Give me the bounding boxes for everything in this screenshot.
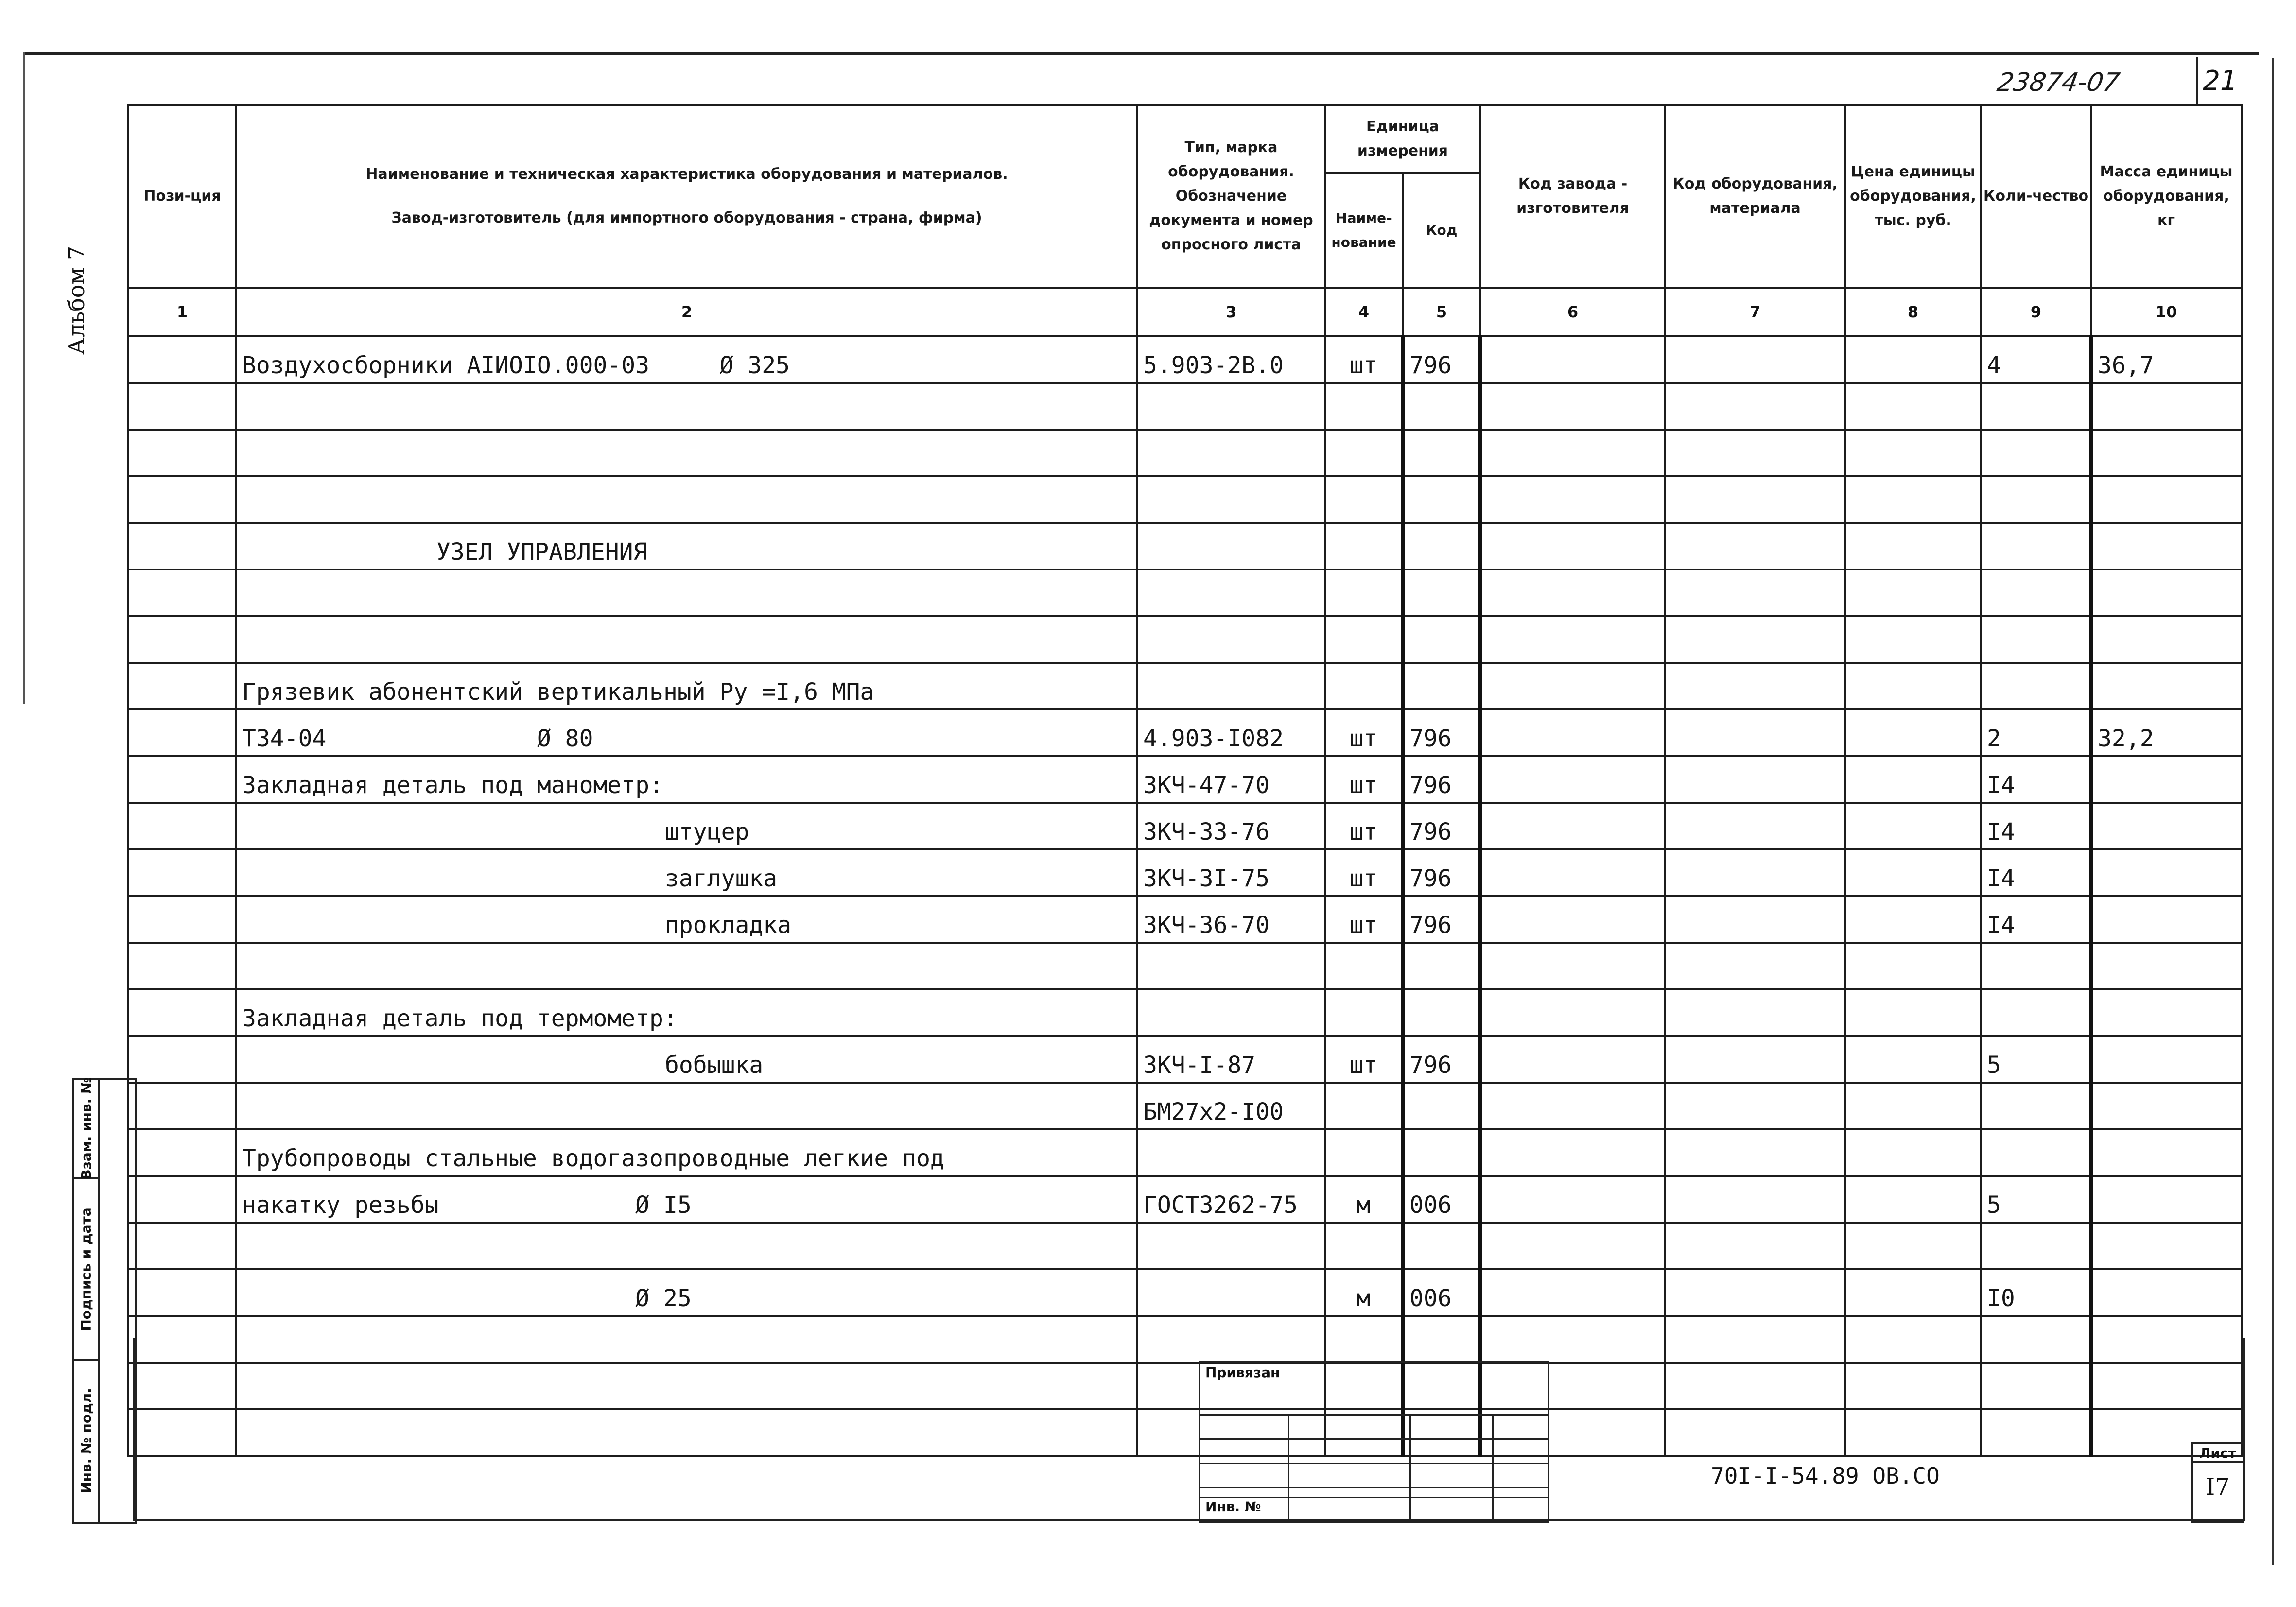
- cell-mass: 36,7: [2091, 336, 2242, 383]
- cell-price: [1845, 663, 1981, 709]
- table-row: [128, 803, 2242, 849]
- cell-equip-code: [1665, 570, 1845, 616]
- cell-equip-code: [1665, 616, 1845, 663]
- cell-type: ЗКЧ-I-87: [1137, 1036, 1325, 1083]
- cell-maker-code: [1480, 709, 1665, 756]
- cell-price: [1845, 570, 1981, 616]
- sidebar-inv-no-label: Инв. № подл.: [78, 1387, 94, 1493]
- cell-unit: шт: [1325, 896, 1403, 943]
- cell-name: Грязевик абонентский вертикальный Ру =I,6 МПа: [236, 663, 1137, 709]
- cell-qty: [1981, 943, 2091, 989]
- table-row: [128, 476, 2242, 523]
- archive-number: 23874-07: [1995, 68, 2122, 97]
- sheet-number: I7: [2206, 1473, 2230, 1501]
- table-row: [128, 1083, 2242, 1129]
- cell-price: [1845, 616, 1981, 663]
- cell-unit: [1325, 570, 1403, 616]
- cell-qty: I4: [1981, 849, 2091, 896]
- cell-unit: шт: [1325, 709, 1403, 756]
- cell-name: Т34-04 Ø 80: [236, 709, 1137, 756]
- cell-price: [1845, 989, 1981, 1036]
- cell-code: 796: [1403, 709, 1480, 756]
- cell-price: [1845, 896, 1981, 943]
- cell-position: [128, 849, 236, 896]
- frame-top-border: [23, 52, 2259, 55]
- cell-maker-code: [1480, 943, 1665, 989]
- cell-name: [236, 476, 1137, 523]
- cell-equip-code: [1665, 1129, 1845, 1176]
- cell-name: УЗЕЛ УПРАВЛЕНИЯ: [236, 523, 1137, 570]
- cell-maker-code: [1480, 383, 1665, 430]
- stamp-vline-1: [1288, 1416, 1289, 1521]
- cell-maker-code: [1480, 523, 1665, 570]
- stamp-line-2: [1200, 1438, 1548, 1440]
- table-row: [128, 663, 2242, 709]
- cell-position: [128, 523, 236, 570]
- header-qty: Коли-чество: [1981, 105, 2091, 288]
- cell-maker-code: [1480, 1129, 1665, 1176]
- cell-type: ЗКЧ-36-70: [1137, 896, 1325, 943]
- cell-type: [1137, 383, 1325, 430]
- cell-price: [1845, 476, 1981, 523]
- cell-type: ГОСТ3262-75: [1137, 1176, 1325, 1223]
- cell-price: [1845, 1129, 1981, 1176]
- cell-name: [236, 383, 1137, 430]
- cell-code: [1403, 943, 1480, 989]
- cell-code: 006: [1403, 1269, 1480, 1316]
- cell-position: [128, 943, 236, 989]
- colnum-3: 3: [1137, 288, 1325, 336]
- cell-name: [236, 1223, 1137, 1269]
- table-row: [128, 1129, 2242, 1176]
- cell-unit: [1325, 430, 1403, 476]
- cell-mass: [2091, 1176, 2242, 1223]
- specification-table: [127, 104, 2243, 1457]
- cell-position: [128, 476, 236, 523]
- sheet-box: [2191, 1442, 2244, 1523]
- cell-type: [1137, 430, 1325, 476]
- cell-equip-code: [1665, 849, 1845, 896]
- cell-equip-code: [1665, 989, 1845, 1036]
- table-row: [128, 709, 2242, 756]
- cell-equip-code: [1665, 1083, 1845, 1129]
- sidebar-vzam-inv: [74, 1077, 98, 1180]
- cell-unit: [1325, 476, 1403, 523]
- cell-maker-code: [1480, 1269, 1665, 1316]
- cell-name: [236, 616, 1137, 663]
- cell-maker-code: [1480, 1036, 1665, 1083]
- cell-equip-code: [1665, 1269, 1845, 1316]
- cell-price: [1845, 709, 1981, 756]
- cell-mass: [2091, 1083, 2242, 1129]
- colnum-7: 7: [1665, 288, 1845, 336]
- cell-equip-code: [1665, 523, 1845, 570]
- cell-code: [1403, 989, 1480, 1036]
- cell-type: ЗКЧ-3I-75: [1137, 849, 1325, 896]
- cell-mass: [2091, 663, 2242, 709]
- cell-code: [1403, 523, 1480, 570]
- cell-qty: [1981, 476, 2091, 523]
- cell-type: 4.903-I082: [1137, 709, 1325, 756]
- cell-price: [1845, 1223, 1981, 1269]
- cell-position: [128, 803, 236, 849]
- corner-page-number: 21: [2196, 57, 2243, 104]
- table-row: [128, 1176, 2242, 1223]
- cell-position: [128, 756, 236, 803]
- cell-type: БМ27х2-I00: [1137, 1083, 1325, 1129]
- table-row: [128, 570, 2242, 616]
- header-unit-group: Единица измерения: [1325, 105, 1480, 173]
- cell-maker-code: [1480, 336, 1665, 383]
- cell-mass: [2091, 1269, 2242, 1316]
- header-name-line2: Завод-изготовитель (для импортного оборудования - страна, фирма): [391, 209, 982, 226]
- cell-code: 796: [1403, 803, 1480, 849]
- cell-maker-code: [1480, 849, 1665, 896]
- cell-code: [1403, 1083, 1480, 1129]
- cell-type: [1137, 523, 1325, 570]
- cell-qty: [1981, 1129, 2091, 1176]
- cell-maker-code: [1480, 989, 1665, 1036]
- cell-name: прокладка: [236, 896, 1137, 943]
- header-position: Пози-ция: [128, 105, 236, 288]
- cell-code: [1403, 1223, 1480, 1269]
- cell-qty: [1981, 383, 2091, 430]
- cell-qty: [1981, 616, 2091, 663]
- cell-qty: I4: [1981, 756, 2091, 803]
- cell-name: Закладная деталь под манометр:: [236, 756, 1137, 803]
- header-unit-name: Наиме-нование: [1325, 173, 1403, 288]
- colnum-9: 9: [1981, 288, 2091, 336]
- cell-position: [128, 709, 236, 756]
- cell-position: [128, 383, 236, 430]
- cell-position: [128, 1083, 236, 1129]
- table-row: [128, 523, 2242, 570]
- cell-qty: [1981, 1083, 2091, 1129]
- cell-type: [1137, 570, 1325, 616]
- title-block-area: [133, 1338, 2245, 1521]
- cell-code: [1403, 570, 1480, 616]
- cell-mass: 32,2: [2091, 709, 2242, 756]
- cell-maker-code: [1480, 430, 1665, 476]
- cell-price: [1845, 336, 1981, 383]
- cell-qty: [1981, 523, 2091, 570]
- cell-mass: [2091, 523, 2242, 570]
- cell-price: [1845, 849, 1981, 896]
- cell-qty: 5: [1981, 1036, 2091, 1083]
- cell-name: накатку резьбы Ø I5: [236, 1176, 1137, 1223]
- cell-qty: [1981, 663, 2091, 709]
- cell-mass: [2091, 430, 2242, 476]
- cell-price: [1845, 1083, 1981, 1129]
- sidebar-vzam-inv-label: Взам. инв. №: [78, 1077, 94, 1180]
- cell-qty: [1981, 570, 2091, 616]
- colnum-2: 2: [236, 288, 1137, 336]
- stamp-privyazan: Привязан: [1205, 1365, 1280, 1381]
- cell-price: [1845, 803, 1981, 849]
- cell-maker-code: [1480, 1083, 1665, 1129]
- cell-position: [128, 1223, 236, 1269]
- cell-code: 006: [1403, 1176, 1480, 1223]
- cell-code: [1403, 430, 1480, 476]
- cell-unit: [1325, 943, 1403, 989]
- cell-price: [1845, 943, 1981, 989]
- cell-type: [1137, 943, 1325, 989]
- cell-name: заглушка: [236, 849, 1137, 896]
- stamp-line-5: [1200, 1497, 1548, 1498]
- cell-unit: [1325, 1223, 1403, 1269]
- cell-code: [1403, 476, 1480, 523]
- cell-maker-code: [1480, 1223, 1665, 1269]
- cell-code: [1403, 383, 1480, 430]
- cell-maker-code: [1480, 896, 1665, 943]
- cell-qty: [1981, 430, 2091, 476]
- cell-unit: [1325, 616, 1403, 663]
- cell-qty: 5: [1981, 1176, 2091, 1223]
- cell-price: [1845, 430, 1981, 476]
- table-row: [128, 756, 2242, 803]
- cell-equip-code: [1665, 383, 1845, 430]
- header-unit-code: Код: [1403, 173, 1480, 288]
- cell-name: [236, 430, 1137, 476]
- cell-position: [128, 1036, 236, 1083]
- cell-code: [1403, 663, 1480, 709]
- cell-type: [1137, 1223, 1325, 1269]
- header-type: Тип, марка оборудования. Обозначение документа и номер опросного листа: [1137, 105, 1325, 288]
- cell-maker-code: [1480, 663, 1665, 709]
- cell-price: [1845, 383, 1981, 430]
- colnum-6: 6: [1480, 288, 1665, 336]
- cell-equip-code: [1665, 663, 1845, 709]
- cell-mass: [2091, 476, 2242, 523]
- cell-maker-code: [1480, 616, 1665, 663]
- cell-type: ЗКЧ-47-70: [1137, 756, 1325, 803]
- cell-unit: [1325, 383, 1403, 430]
- cell-qty: 2: [1981, 709, 2091, 756]
- stamp-line-1: [1200, 1414, 1548, 1416]
- cell-mass: [2091, 1129, 2242, 1176]
- cell-equip-code: [1665, 430, 1845, 476]
- cell-code: [1403, 1129, 1480, 1176]
- cell-unit: шт: [1325, 849, 1403, 896]
- colnum-10: 10: [2091, 288, 2242, 336]
- cell-name: бобышка: [236, 1036, 1137, 1083]
- cell-position: [128, 336, 236, 383]
- cell-unit: шт: [1325, 756, 1403, 803]
- cell-position: [128, 896, 236, 943]
- cell-equip-code: [1665, 336, 1845, 383]
- cell-maker-code: [1480, 756, 1665, 803]
- table-row: [128, 989, 2242, 1036]
- sidebar-inv-no: [74, 1361, 98, 1520]
- colnum-5: 5: [1403, 288, 1480, 336]
- cell-mass: [2091, 849, 2242, 896]
- stamp-line-4: [1200, 1487, 1548, 1488]
- cell-position: [128, 663, 236, 709]
- approval-sidebar: [72, 1078, 137, 1524]
- cell-position: [128, 616, 236, 663]
- stamp-inv-no: Инв. №: [1205, 1499, 1261, 1515]
- sidebar-divider: [98, 1080, 100, 1522]
- cell-type: ЗКЧ-33-76: [1137, 803, 1325, 849]
- cell-mass: [2091, 616, 2242, 663]
- stamp-line-3: [1200, 1463, 1548, 1464]
- cell-equip-code: [1665, 1176, 1845, 1223]
- cell-mass: [2091, 1223, 2242, 1269]
- cell-unit: шт: [1325, 803, 1403, 849]
- cell-mass: [2091, 383, 2242, 430]
- cell-name: Ø 25: [236, 1269, 1137, 1316]
- header-maker-code: Код завода - изготовителя: [1480, 105, 1665, 288]
- sidebar-sign-date-label: Подпись и дата: [78, 1207, 94, 1331]
- cell-mass: [2091, 989, 2242, 1036]
- cell-mass: [2091, 570, 2242, 616]
- cell-mass: [2091, 943, 2242, 989]
- table-row: [128, 1269, 2242, 1316]
- cell-code: 796: [1403, 849, 1480, 896]
- table-row: [128, 1223, 2242, 1269]
- cell-unit: м: [1325, 1269, 1403, 1316]
- cell-code: [1403, 616, 1480, 663]
- cell-name: [236, 943, 1137, 989]
- cell-qty: I0: [1981, 1269, 2091, 1316]
- cell-type: [1137, 1129, 1325, 1176]
- cell-equip-code: [1665, 1223, 1845, 1269]
- cell-mass: [2091, 896, 2242, 943]
- cell-type: [1137, 989, 1325, 1036]
- cell-name: штуцер: [236, 803, 1137, 849]
- cell-mass: [2091, 1036, 2242, 1083]
- cell-qty: [1981, 989, 2091, 1036]
- album-label: Альбом 7: [63, 245, 89, 355]
- cell-qty: I4: [1981, 896, 2091, 943]
- cell-code: 796: [1403, 1036, 1480, 1083]
- binding-stamp: [1199, 1361, 1549, 1523]
- cell-unit: [1325, 663, 1403, 709]
- cell-qty: [1981, 1223, 2091, 1269]
- cell-position: [128, 430, 236, 476]
- cell-qty: 4: [1981, 336, 2091, 383]
- cell-name: Закладная деталь под термометр:: [236, 989, 1137, 1036]
- header-mass: Масса единицы оборудования, кг: [2091, 105, 2242, 288]
- cell-type: [1137, 663, 1325, 709]
- cell-price: [1845, 1269, 1981, 1316]
- frame-left-border: [23, 52, 25, 704]
- cell-mass: [2091, 803, 2242, 849]
- cell-name: Воздухосборники АIИОIO.000-03 Ø 325: [236, 336, 1137, 383]
- cell-name: Трубопроводы стальные водогазопроводные легкие под: [236, 1129, 1137, 1176]
- cell-type: 5.903-2В.0: [1137, 336, 1325, 383]
- table-row: [128, 383, 2242, 430]
- colnum-4: 4: [1325, 288, 1403, 336]
- cell-maker-code: [1480, 476, 1665, 523]
- cell-unit: м: [1325, 1176, 1403, 1223]
- cell-price: [1845, 523, 1981, 570]
- header-equip-code: Код оборудования, материала: [1665, 105, 1845, 288]
- table-row: [128, 1036, 2242, 1083]
- cell-qty: I4: [1981, 803, 2091, 849]
- frame-right-border: [2272, 58, 2274, 1565]
- colnum-1: 1: [128, 288, 236, 336]
- cell-equip-code: [1665, 1036, 1845, 1083]
- cell-position: [128, 1176, 236, 1223]
- cell-unit: [1325, 523, 1403, 570]
- cell-position: [128, 1269, 236, 1316]
- colnum-8: 8: [1845, 288, 1981, 336]
- cell-equip-code: [1665, 896, 1845, 943]
- cell-equip-code: [1665, 756, 1845, 803]
- cell-maker-code: [1480, 803, 1665, 849]
- cell-name: [236, 1083, 1137, 1129]
- cell-maker-code: [1480, 570, 1665, 616]
- cell-equip-code: [1665, 803, 1845, 849]
- table-row: [128, 616, 2242, 663]
- header-price: Цена единицы оборудования, тыс. руб.: [1845, 105, 1981, 288]
- table-row: [128, 896, 2242, 943]
- cell-maker-code: [1480, 1176, 1665, 1223]
- cell-code: 796: [1403, 756, 1480, 803]
- cell-unit: шт: [1325, 336, 1403, 383]
- cell-position: [128, 989, 236, 1036]
- cell-position: [128, 570, 236, 616]
- cell-unit: [1325, 1083, 1403, 1129]
- cell-equip-code: [1665, 943, 1845, 989]
- document-number: 70I-I-54.89 ОВ.СО: [1711, 1463, 1940, 1489]
- header-name: [236, 105, 1137, 288]
- cell-type: [1137, 1269, 1325, 1316]
- cell-unit: шт: [1325, 1036, 1403, 1083]
- cell-price: [1845, 1036, 1981, 1083]
- cell-type: [1137, 616, 1325, 663]
- cell-unit: [1325, 1129, 1403, 1176]
- table-row: [128, 849, 2242, 896]
- table-row: [128, 943, 2242, 989]
- cell-position: [128, 1129, 236, 1176]
- cell-type: [1137, 476, 1325, 523]
- table-row: [128, 430, 2242, 476]
- stamp-vline-3: [1492, 1416, 1494, 1521]
- cell-code: 796: [1403, 336, 1480, 383]
- stamp-vline-2: [1409, 1416, 1411, 1521]
- cell-equip-code: [1665, 709, 1845, 756]
- cell-mass: [2091, 756, 2242, 803]
- sheet-label: Лист: [2193, 1445, 2243, 1463]
- sidebar-sign-date: [74, 1179, 98, 1361]
- cell-name: [236, 570, 1137, 616]
- cell-equip-code: [1665, 476, 1845, 523]
- header-name-line1: Наименование и техническая характеристика оборудования и материалов.: [365, 166, 1008, 183]
- table-row: [128, 336, 2242, 383]
- cell-price: [1845, 756, 1981, 803]
- cell-price: [1845, 1176, 1981, 1223]
- cell-unit: [1325, 989, 1403, 1036]
- cell-code: 796: [1403, 896, 1480, 943]
